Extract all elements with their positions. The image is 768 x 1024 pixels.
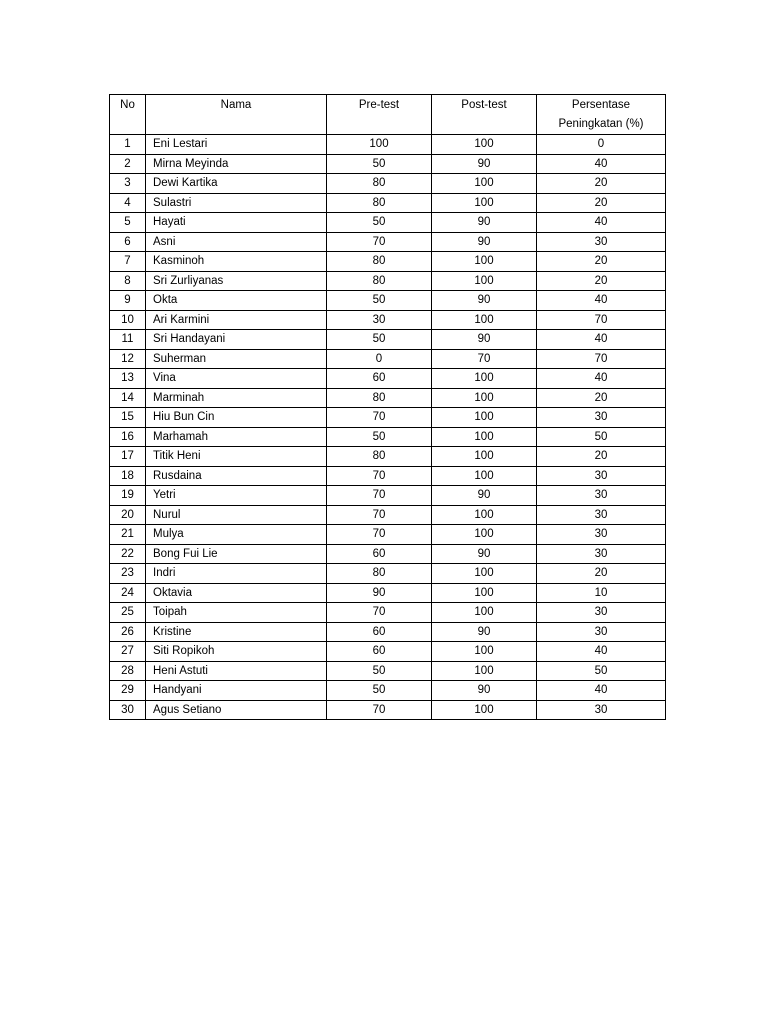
cell-post-test: 100 [432, 135, 537, 155]
cell-persentase: 70 [537, 310, 666, 330]
cell-no: 19 [110, 486, 146, 506]
cell-no: 13 [110, 369, 146, 389]
cell-nama: Okta [146, 291, 327, 311]
cell-persentase: 20 [537, 447, 666, 467]
cell-no: 15 [110, 408, 146, 428]
cell-pre-test: 70 [327, 486, 432, 506]
cell-persentase: 20 [537, 252, 666, 272]
table-row [110, 681, 666, 701]
cell-persentase: 30 [537, 408, 666, 428]
cell-persentase: 30 [537, 466, 666, 486]
cell-nama: Hiu Bun Cin [146, 408, 327, 428]
cell-no: 30 [110, 700, 146, 720]
cell-no: 5 [110, 213, 146, 233]
cell-persentase: 20 [537, 271, 666, 291]
cell-persentase: 30 [537, 486, 666, 506]
cell-persentase: 40 [537, 642, 666, 662]
table-row [110, 661, 666, 681]
cell-no: 10 [110, 310, 146, 330]
cell-persentase: 30 [537, 603, 666, 623]
header-persentase-line2: Peningkatan (%) [558, 118, 644, 130]
cell-pre-test: 60 [327, 642, 432, 662]
cell-pre-test: 90 [327, 583, 432, 603]
cell-nama: Asni [146, 232, 327, 252]
cell-pre-test: 0 [327, 349, 432, 369]
cell-persentase: 30 [537, 622, 666, 642]
cell-nama: Dewi Kartika [146, 174, 327, 194]
cell-nama: Sri Zurliyanas [146, 271, 327, 291]
cell-no: 11 [110, 330, 146, 350]
cell-nama: Agus Setiano [146, 700, 327, 720]
table-row [110, 271, 666, 291]
cell-pre-test: 80 [327, 271, 432, 291]
cell-pre-test: 80 [327, 174, 432, 194]
cell-persentase: 30 [537, 525, 666, 545]
cell-pre-test: 80 [327, 447, 432, 467]
table-row [110, 642, 666, 662]
cell-no: 12 [110, 349, 146, 369]
cell-no: 9 [110, 291, 146, 311]
header-post-test: Post-test [432, 95, 537, 135]
cell-persentase: 10 [537, 583, 666, 603]
cell-post-test: 100 [432, 408, 537, 428]
header-row [110, 95, 666, 135]
cell-persentase: 50 [537, 661, 666, 681]
cell-post-test: 90 [432, 291, 537, 311]
cell-post-test: 100 [432, 603, 537, 623]
cell-no: 24 [110, 583, 146, 603]
table-row [110, 252, 666, 272]
table-row [110, 564, 666, 584]
cell-persentase: 40 [537, 681, 666, 701]
cell-nama: Vina [146, 369, 327, 389]
cell-persentase: 30 [537, 700, 666, 720]
cell-nama: Siti Ropikoh [146, 642, 327, 662]
table-row [110, 174, 666, 194]
table-row [110, 330, 666, 350]
header-nama: Nama [146, 95, 327, 135]
cell-no: 7 [110, 252, 146, 272]
table-row [110, 213, 666, 233]
cell-no: 3 [110, 174, 146, 194]
cell-no: 4 [110, 193, 146, 213]
cell-post-test: 90 [432, 330, 537, 350]
cell-no: 27 [110, 642, 146, 662]
cell-post-test: 100 [432, 583, 537, 603]
cell-nama: Nurul [146, 505, 327, 525]
cell-pre-test: 100 [327, 135, 432, 155]
cell-pre-test: 70 [327, 232, 432, 252]
cell-pre-test: 50 [327, 330, 432, 350]
cell-nama: Mulya [146, 525, 327, 545]
cell-no: 28 [110, 661, 146, 681]
cell-nama: Indri [146, 564, 327, 584]
cell-no: 18 [110, 466, 146, 486]
table-body [110, 135, 666, 720]
cell-nama: Kasminoh [146, 252, 327, 272]
cell-nama: Yetri [146, 486, 327, 506]
cell-persentase: 70 [537, 349, 666, 369]
cell-nama: Sri Handayani [146, 330, 327, 350]
cell-post-test: 100 [432, 271, 537, 291]
cell-no: 8 [110, 271, 146, 291]
cell-no: 21 [110, 525, 146, 545]
cell-nama: Bong Fui Lie [146, 544, 327, 564]
table-row [110, 369, 666, 389]
cell-nama: Heni Astuti [146, 661, 327, 681]
cell-pre-test: 70 [327, 700, 432, 720]
table-row [110, 427, 666, 447]
cell-no: 29 [110, 681, 146, 701]
table-row [110, 154, 666, 174]
cell-pre-test: 80 [327, 252, 432, 272]
cell-pre-test: 70 [327, 408, 432, 428]
cell-post-test: 100 [432, 642, 537, 662]
cell-pre-test: 50 [327, 427, 432, 447]
cell-persentase: 40 [537, 154, 666, 174]
cell-post-test: 100 [432, 252, 537, 272]
cell-pre-test: 60 [327, 369, 432, 389]
cell-no: 17 [110, 447, 146, 467]
cell-nama: Ari Karmini [146, 310, 327, 330]
table-row [110, 583, 666, 603]
cell-pre-test: 70 [327, 603, 432, 623]
cell-post-test: 100 [432, 388, 537, 408]
cell-persentase: 50 [537, 427, 666, 447]
cell-nama: Toipah [146, 603, 327, 623]
table-row [110, 486, 666, 506]
cell-persentase: 20 [537, 388, 666, 408]
cell-pre-test: 50 [327, 291, 432, 311]
cell-nama: Oktavia [146, 583, 327, 603]
table-row [110, 232, 666, 252]
cell-persentase: 30 [537, 505, 666, 525]
cell-pre-test: 60 [327, 544, 432, 564]
cell-pre-test: 50 [327, 681, 432, 701]
cell-pre-test: 50 [327, 661, 432, 681]
table-row [110, 544, 666, 564]
cell-nama: Handyani [146, 681, 327, 701]
cell-no: 16 [110, 427, 146, 447]
cell-post-test: 90 [432, 213, 537, 233]
cell-nama: Suherman [146, 349, 327, 369]
header-persentase-line1: Persentase [571, 99, 631, 111]
cell-persentase: 30 [537, 232, 666, 252]
cell-nama: Rusdaina [146, 466, 327, 486]
cell-post-test: 100 [432, 525, 537, 545]
table-row [110, 291, 666, 311]
cell-no: 2 [110, 154, 146, 174]
cell-no: 25 [110, 603, 146, 623]
cell-persentase: 40 [537, 330, 666, 350]
cell-no: 26 [110, 622, 146, 642]
cell-no: 1 [110, 135, 146, 155]
table-row [110, 603, 666, 623]
table-row [110, 193, 666, 213]
cell-pre-test: 70 [327, 505, 432, 525]
score-table-container [109, 94, 666, 720]
cell-nama: Eni Lestari [146, 135, 327, 155]
cell-nama: Marminah [146, 388, 327, 408]
cell-pre-test: 50 [327, 213, 432, 233]
table-row [110, 447, 666, 467]
cell-post-test: 90 [432, 154, 537, 174]
cell-post-test: 100 [432, 310, 537, 330]
header-pre-test: Pre-test [327, 95, 432, 135]
cell-post-test: 100 [432, 369, 537, 389]
cell-persentase: 40 [537, 213, 666, 233]
cell-nama: Marhamah [146, 427, 327, 447]
cell-pre-test: 70 [327, 466, 432, 486]
cell-persentase: 40 [537, 369, 666, 389]
cell-pre-test: 30 [327, 310, 432, 330]
cell-persentase: 0 [537, 135, 666, 155]
cell-persentase: 30 [537, 544, 666, 564]
table-row [110, 135, 666, 155]
cell-post-test: 90 [432, 232, 537, 252]
cell-pre-test: 80 [327, 193, 432, 213]
score-table [109, 94, 666, 720]
cell-no: 14 [110, 388, 146, 408]
cell-nama: Titik Heni [146, 447, 327, 467]
cell-post-test: 90 [432, 622, 537, 642]
cell-nama: Kristine [146, 622, 327, 642]
cell-no: 23 [110, 564, 146, 584]
header-no: No [110, 95, 146, 135]
cell-no: 20 [110, 505, 146, 525]
cell-post-test: 90 [432, 544, 537, 564]
cell-post-test: 100 [432, 193, 537, 213]
cell-no: 6 [110, 232, 146, 252]
cell-post-test: 100 [432, 466, 537, 486]
cell-pre-test: 50 [327, 154, 432, 174]
cell-persentase: 40 [537, 291, 666, 311]
cell-post-test: 90 [432, 681, 537, 701]
cell-post-test: 100 [432, 174, 537, 194]
cell-post-test: 100 [432, 700, 537, 720]
table-row [110, 466, 666, 486]
cell-pre-test: 80 [327, 388, 432, 408]
table-row [110, 622, 666, 642]
cell-nama: Hayati [146, 213, 327, 233]
cell-post-test: 100 [432, 661, 537, 681]
table-row [110, 408, 666, 428]
cell-post-test: 100 [432, 447, 537, 467]
table-row [110, 349, 666, 369]
table-row [110, 525, 666, 545]
cell-persentase: 20 [537, 193, 666, 213]
cell-pre-test: 70 [327, 525, 432, 545]
cell-post-test: 100 [432, 505, 537, 525]
cell-nama: Sulastri [146, 193, 327, 213]
table-row [110, 388, 666, 408]
table-row [110, 310, 666, 330]
cell-persentase: 20 [537, 174, 666, 194]
cell-no: 22 [110, 544, 146, 564]
cell-post-test: 90 [432, 486, 537, 506]
cell-post-test: 70 [432, 349, 537, 369]
cell-persentase: 20 [537, 564, 666, 584]
table-header [110, 95, 666, 135]
header-persentase [537, 95, 666, 135]
cell-post-test: 100 [432, 427, 537, 447]
table-row [110, 505, 666, 525]
cell-pre-test: 60 [327, 622, 432, 642]
cell-nama: Mirna Meyinda [146, 154, 327, 174]
cell-post-test: 100 [432, 564, 537, 584]
cell-pre-test: 80 [327, 564, 432, 584]
table-row [110, 700, 666, 720]
